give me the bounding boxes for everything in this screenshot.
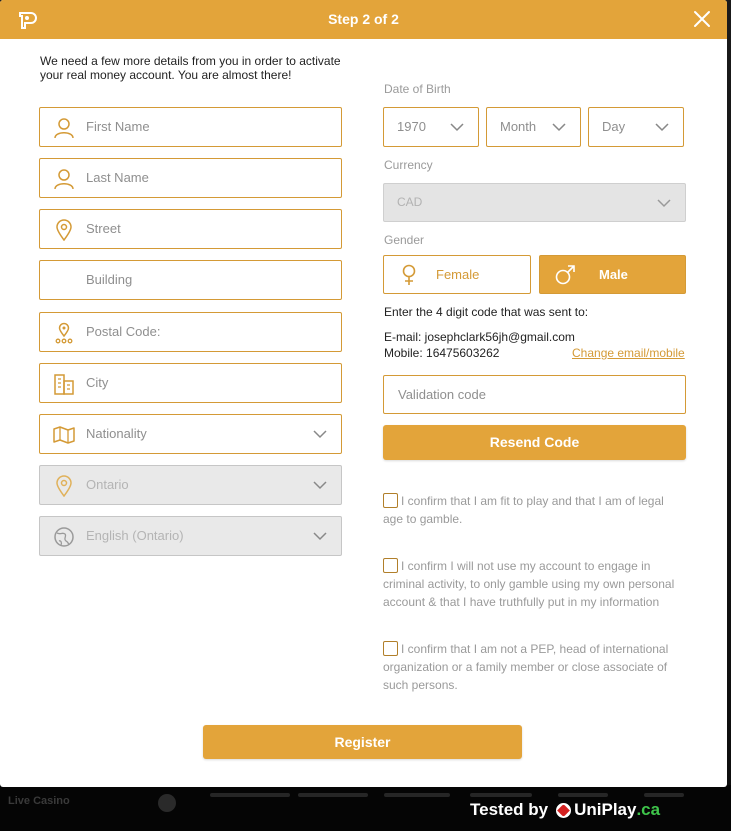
nationality-placeholder: Nationality	[86, 426, 147, 441]
tested-by-watermark	[470, 799, 660, 821]
street-placeholder: Street	[86, 221, 121, 236]
pin-dots-icon	[53, 322, 75, 344]
ghost-text	[470, 793, 532, 797]
dob-month-value: Month	[500, 119, 537, 134]
email-line: E-mail: josephclark56jh@gmail.com	[384, 330, 575, 344]
ghost-text	[298, 793, 368, 797]
city-field[interactable]	[39, 363, 342, 403]
dob-day-value: Day	[602, 119, 626, 134]
city-placeholder: City	[86, 375, 109, 390]
map-pin-icon	[53, 219, 75, 241]
code-instruction: Enter the 4 digit code that was sent to:	[384, 305, 589, 319]
male-icon	[554, 264, 576, 286]
gender-label: Gender	[384, 233, 425, 247]
chevron-down-icon	[552, 121, 566, 133]
watermark-brand: UniPlay	[574, 800, 637, 819]
mobile-line: Mobile: 16475603262	[384, 346, 500, 360]
maple-leaf-icon	[556, 803, 571, 818]
last-name-field[interactable]	[39, 158, 342, 198]
gender-male-label: Male	[599, 267, 628, 282]
consent-text: I confirm that I am fit to play and that I am of legal age to gamble.	[383, 494, 664, 526]
province-value: Ontario	[86, 477, 129, 492]
ghost-text	[558, 793, 608, 797]
consent-not-pep	[383, 640, 683, 694]
gender-female-label: Female	[436, 267, 480, 282]
register-button[interactable]: Register	[203, 725, 522, 759]
currency-label: Currency	[384, 158, 433, 172]
first-name-field[interactable]	[39, 107, 342, 147]
chevron-down-icon	[450, 121, 464, 133]
dob-day-select[interactable]	[588, 107, 684, 147]
consent-checkbox[interactable]	[383, 641, 398, 656]
person-icon	[53, 117, 75, 139]
intro-text: We need a few more details from you in order to activate your real money account. You are almost there!	[40, 54, 341, 82]
gender-female-button[interactable]	[383, 255, 531, 294]
chevron-down-icon	[655, 121, 669, 133]
language-select	[39, 516, 342, 556]
consent-text: I confirm I will not use my account to engage in criminal activity, to only gamble using my own personal account & that I have truthfully put in my information	[383, 559, 675, 609]
building-field[interactable]	[39, 260, 342, 300]
game-thumbnail	[158, 794, 176, 812]
street-field[interactable]	[39, 209, 342, 249]
dob-year-select[interactable]	[383, 107, 479, 147]
postal-code-placeholder: Postal Code:	[86, 324, 161, 339]
ghost-text	[644, 793, 684, 797]
currency-value: CAD	[397, 195, 423, 209]
consent-text: I confirm that I am not a PEP, head of international organization or a family member or close associate of such persons.	[383, 642, 669, 692]
nationality-select[interactable]	[39, 414, 342, 454]
ghost-text	[384, 793, 450, 797]
validation-code-field[interactable]	[383, 375, 686, 414]
close-icon[interactable]	[693, 10, 711, 28]
dob-month-select[interactable]	[486, 107, 581, 147]
consent-no-criminal-activity	[383, 557, 683, 611]
first-name-placeholder: First Name	[86, 119, 150, 134]
dob-label: Date of Birth	[384, 82, 451, 96]
modal-title: Step 2 of 2	[328, 11, 399, 27]
change-contact-link[interactable]: Change email/mobile	[572, 346, 685, 360]
chevron-down-icon	[313, 479, 327, 491]
consent-checkbox[interactable]	[383, 493, 398, 508]
consent-checkbox[interactable]	[383, 558, 398, 573]
chevron-down-icon	[657, 197, 671, 209]
language-value: English (Ontario)	[86, 528, 184, 543]
person-icon	[53, 168, 75, 190]
map-icon	[53, 424, 75, 446]
province-select	[39, 465, 342, 505]
female-icon	[398, 264, 420, 286]
globe-icon	[53, 526, 75, 548]
map-pin-icon	[53, 475, 75, 497]
dob-year-value: 1970	[397, 119, 426, 134]
chevron-down-icon	[313, 428, 327, 440]
watermark-brand-suffix: .ca	[636, 800, 661, 819]
gender-male-button[interactable]	[539, 255, 686, 294]
chevron-down-icon	[313, 530, 327, 542]
buildings-icon	[53, 373, 75, 395]
tested-by-prefix: Tested by	[470, 800, 549, 819]
ghost-text	[210, 793, 290, 797]
last-name-placeholder: Last Name	[86, 170, 149, 185]
validation-code-input[interactable]	[384, 376, 685, 413]
live-casino-label: Live Casino	[8, 795, 70, 807]
postal-code-field[interactable]	[39, 312, 342, 352]
building-placeholder: Building	[86, 272, 133, 287]
resend-code-button[interactable]: Resend Code	[383, 425, 686, 460]
currency-select	[383, 183, 686, 222]
consent-fit-to-play	[383, 492, 683, 528]
